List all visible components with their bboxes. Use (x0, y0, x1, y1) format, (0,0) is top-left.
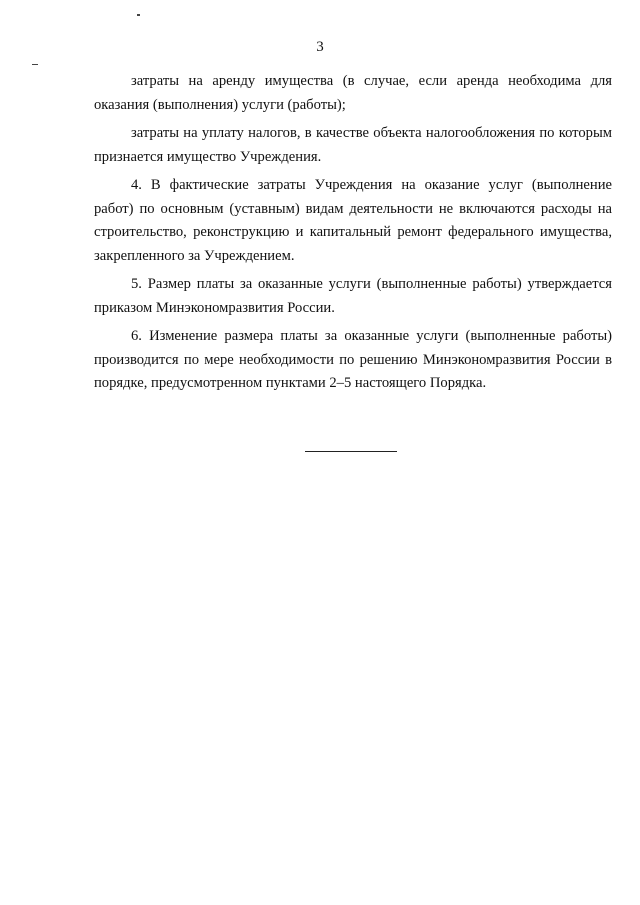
paragraph-item-5: 5. Размер платы за оказанные услуги (выполненные работы) утверждается приказом Минэкономразвития России. (94, 276, 612, 316)
scan-speck (32, 64, 38, 65)
paragraph-item-4: 4. В фактические затраты Учреждения на оказание услуг (выполнение работ) по основным (уставным) видам деятельности не включаются расходы на строительство, реконструкцию и капитальный ремонт федерального имущества, закрепленного за Учреждением. (94, 177, 612, 264)
paragraph-item-6: 6. Изменение размера платы за оказанные услуги (выполненные работы) производится по мере необходимости по решению Минэкономразвития России в порядке, предусмотренном пунктами 2–5 настоящего Порядка. (94, 328, 612, 391)
paragraph-tax-costs: затраты на уплату налогов, в качестве объекта налогообложения по которым признается имущество Учреждения. (94, 125, 612, 165)
paragraph-rent-costs: затраты на аренду имущества (в случае, если аренда необходима для оказания (выполнения) услуги (работы); (94, 73, 612, 113)
scan-speck (137, 14, 140, 16)
document-body (94, 70, 612, 401)
end-separator-line (305, 451, 397, 452)
page-number: 3 (316, 39, 324, 55)
